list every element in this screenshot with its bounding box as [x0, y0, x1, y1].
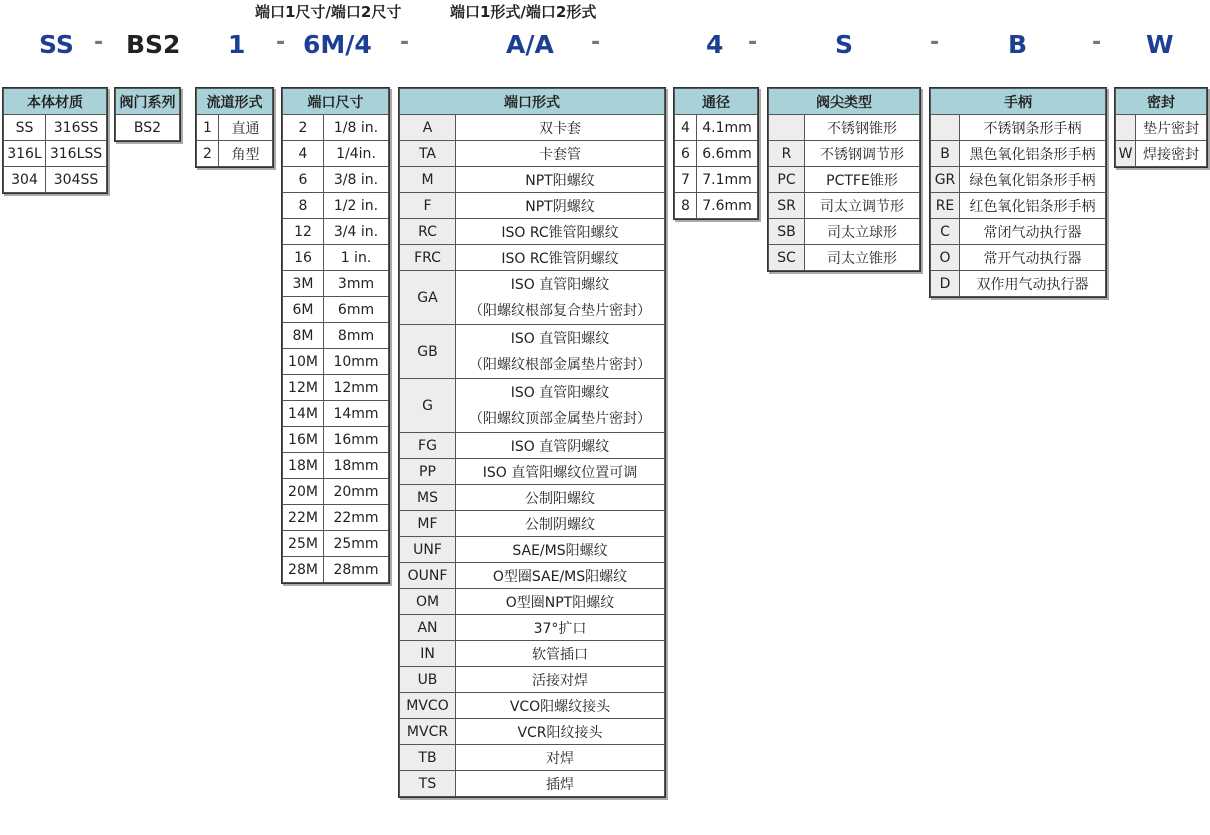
option-value-cell: 公制阳螺纹: [456, 485, 665, 511]
option-code-cell: PP: [400, 459, 456, 485]
option-value-cell: NPT阳螺纹: [456, 167, 665, 193]
option-row: [283, 271, 389, 297]
option-value-cell: 不锈钢锥形: [805, 115, 920, 141]
option-code-cell: R: [769, 141, 805, 167]
option-code-cell: 12M: [283, 375, 324, 401]
option-code-cell: [769, 115, 805, 141]
option-value-cell: 16mm: [324, 427, 389, 453]
option-value-cell: PCTFE锥形: [805, 167, 920, 193]
option-row: [400, 433, 665, 459]
option-code-cell: O: [931, 245, 960, 271]
option-code-cell: 4: [675, 115, 697, 141]
option-value-cell: 7.6mm: [697, 193, 758, 219]
option-value-cell: 3mm: [324, 271, 389, 297]
option-code-cell: UNF: [400, 537, 456, 563]
option-row: [931, 115, 1106, 141]
option-value-cell: 活接对焊: [456, 667, 665, 693]
option-row: [931, 271, 1106, 297]
option-value-cell: 28mm: [324, 557, 389, 583]
option-row: [4, 115, 107, 141]
option-row: [931, 141, 1106, 167]
option-value-line: ISO 直管阳螺纹: [510, 330, 610, 347]
option-code-cell: GA: [400, 271, 456, 325]
option-code-cell: MVCO: [400, 693, 456, 719]
option-code-cell: GB: [400, 325, 456, 379]
option-code-cell: 3M: [283, 271, 324, 297]
option-row: [400, 245, 665, 271]
option-code-cell: 8: [283, 193, 324, 219]
port-size-table-title: 端口尺寸: [283, 89, 389, 115]
option-row: [197, 115, 273, 141]
option-row: [675, 141, 758, 167]
option-code-cell: FG: [400, 433, 456, 459]
option-code-cell: AN: [400, 615, 456, 641]
option-row: [675, 115, 758, 141]
option-row: [675, 167, 758, 193]
option-code-cell: 304: [4, 167, 46, 193]
code-segment-handle: B: [1008, 30, 1028, 59]
option-row: [400, 459, 665, 485]
option-code-cell: SS: [4, 115, 46, 141]
option-value-cell: 公制阴螺纹: [456, 511, 665, 537]
option-row: [400, 485, 665, 511]
code-dash: -: [591, 30, 601, 55]
option-value-cell: 双作用气动执行器: [960, 271, 1106, 297]
option-code-cell: 10M: [283, 349, 324, 375]
flow-table: [195, 87, 274, 168]
option-row: [283, 297, 389, 323]
handle-table-title: 手柄: [931, 89, 1106, 115]
option-value-cell: NPT阴螺纹: [456, 193, 665, 219]
option-value-cell: 插焊: [456, 771, 665, 797]
option-code-cell: TA: [400, 141, 456, 167]
option-code-cell: M: [400, 167, 456, 193]
option-row: [400, 745, 665, 771]
option-value-cell: 双卡套: [456, 115, 665, 141]
option-value-cell: 1/2 in.: [324, 193, 389, 219]
option-row: [400, 141, 665, 167]
option-value-cell: ISO 直管阳螺纹位置可调: [456, 459, 665, 485]
option-value-cell: 司太立锥形: [805, 245, 920, 271]
option-value-cell: O型圈NPT阳螺纹: [456, 589, 665, 615]
option-value-cell: 焊接密封: [1136, 141, 1207, 167]
option-value-cell: 红色氧化铝条形手柄: [960, 193, 1106, 219]
series-table: [114, 87, 181, 142]
flow-table-title: 流道形式: [197, 89, 273, 115]
option-row: [400, 719, 665, 745]
option-value-cell: 绿色氧化铝条形手柄: [960, 167, 1106, 193]
option-value-cell: 7.1mm: [697, 167, 758, 193]
option-code-cell: PC: [769, 167, 805, 193]
option-row: [283, 427, 389, 453]
option-value-cell: VCR阳纹接头: [456, 719, 665, 745]
code-dash: -: [276, 30, 286, 55]
option-code-cell: FRC: [400, 245, 456, 271]
option-value-cell: 14mm: [324, 401, 389, 427]
option-code-cell: SB: [769, 219, 805, 245]
option-row: [283, 557, 389, 583]
option-code-cell: 20M: [283, 479, 324, 505]
option-row: [400, 589, 665, 615]
option-code-cell: TB: [400, 745, 456, 771]
option-row: [283, 141, 389, 167]
option-code-cell: 2: [283, 115, 324, 141]
stem-tip-table-title: 阀尖类型: [769, 89, 920, 115]
option-code-cell: SC: [769, 245, 805, 271]
option-value-cell: 3/8 in.: [324, 167, 389, 193]
option-value-cell: 6mm: [324, 297, 389, 323]
option-row: [769, 245, 920, 271]
code-segment-stem-tip: S: [835, 30, 854, 59]
option-row: [283, 479, 389, 505]
option-row: [283, 245, 389, 271]
option-row: [400, 193, 665, 219]
code-segment-flow: 1: [228, 30, 246, 59]
option-row: [400, 325, 665, 379]
option-code-cell: W: [1116, 141, 1136, 167]
option-value-cell: 12mm: [324, 375, 389, 401]
option-value-cell: [456, 271, 665, 325]
port-form-table: [398, 87, 666, 798]
option-code-cell: B: [931, 141, 960, 167]
option-row: [931, 245, 1106, 271]
option-row: [769, 193, 920, 219]
option-value-note: （阳螺纹根部复合垫片密封）: [469, 302, 651, 319]
option-value-note: （阳螺纹顶部金属垫片密封）: [469, 410, 651, 427]
option-row: [283, 401, 389, 427]
option-row: [400, 771, 665, 797]
option-code-cell: RC: [400, 219, 456, 245]
option-value-cell: [456, 379, 665, 433]
option-row: [283, 505, 389, 531]
code-segment-material: SS: [39, 30, 74, 59]
option-row: [283, 531, 389, 557]
code-dash: -: [1092, 30, 1102, 55]
option-code-cell: 316L: [4, 141, 46, 167]
option-value-cell: 25mm: [324, 531, 389, 557]
option-value-cell: 司太立调节形: [805, 193, 920, 219]
option-row: [1116, 115, 1207, 141]
option-value-cell: 角型: [219, 141, 273, 167]
material-table: [2, 87, 108, 194]
port-form-table-title: 端口形式: [400, 89, 665, 115]
option-row: [283, 453, 389, 479]
option-row: [400, 641, 665, 667]
option-code-cell: OM: [400, 589, 456, 615]
option-code-cell: 18M: [283, 453, 324, 479]
option-row: [283, 323, 389, 349]
option-value-cell: 不锈钢条形手柄: [960, 115, 1106, 141]
option-code-cell: 12: [283, 219, 324, 245]
option-code-cell: UB: [400, 667, 456, 693]
option-row: [4, 167, 107, 193]
option-code-cell: IN: [400, 641, 456, 667]
code-segment-orifice: 4: [706, 30, 724, 59]
port-form-header-title: 端口1形式/端口2形式: [450, 3, 597, 21]
option-row: [400, 537, 665, 563]
option-value-cell: ISO 直管阴螺纹: [456, 433, 665, 459]
option-value-cell: 1 in.: [324, 245, 389, 271]
option-value-cell: 黑色氧化铝条形手柄: [960, 141, 1106, 167]
option-value-cell: 垫片密封: [1136, 115, 1207, 141]
code-segment-seal: W: [1146, 30, 1174, 59]
port-size-table: [281, 87, 390, 584]
option-code-cell: 14M: [283, 401, 324, 427]
option-value-cell: 37°扩口: [456, 615, 665, 641]
option-row: [283, 167, 389, 193]
option-code-cell: 7: [675, 167, 697, 193]
option-code-cell: MS: [400, 485, 456, 511]
option-code-cell: 6M: [283, 297, 324, 323]
option-code-cell: 6: [675, 141, 697, 167]
option-code-cell: F: [400, 193, 456, 219]
option-row: [283, 115, 389, 141]
option-code-cell: 25M: [283, 531, 324, 557]
option-row: [400, 667, 665, 693]
stem-tip-table: [767, 87, 921, 272]
option-value-cell: 不锈钢调节形: [805, 141, 920, 167]
option-row: [400, 511, 665, 537]
option-row: [400, 219, 665, 245]
option-code-cell: MVCR: [400, 719, 456, 745]
option-value-cell: VCO阳螺纹接头: [456, 693, 665, 719]
option-value-cell: 1/8 in.: [324, 115, 389, 141]
option-row: [400, 115, 665, 141]
option-value-cell: 304SS: [46, 167, 107, 193]
option-row: [769, 141, 920, 167]
option-row: [400, 167, 665, 193]
option-row: [769, 115, 920, 141]
option-row: [675, 193, 758, 219]
option-code-cell: TS: [400, 771, 456, 797]
option-code-cell: 1: [197, 115, 219, 141]
option-code-cell: D: [931, 271, 960, 297]
option-row: [4, 141, 107, 167]
option-value-cell: 卡套管: [456, 141, 665, 167]
option-value-cell: 20mm: [324, 479, 389, 505]
option-row: [931, 193, 1106, 219]
option-code-cell: 4: [283, 141, 324, 167]
option-code-cell: C: [931, 219, 960, 245]
option-code-cell: MF: [400, 511, 456, 537]
material-table-title: 本体材质: [4, 89, 107, 115]
option-value-cell: 8mm: [324, 323, 389, 349]
code-dash: -: [748, 30, 758, 55]
option-code-cell: [931, 115, 960, 141]
option-row: [400, 563, 665, 589]
option-row: [197, 141, 273, 167]
option-value-cell: 1/4in.: [324, 141, 389, 167]
code-dash: -: [400, 30, 410, 55]
option-value-cell: ISO RC锥管阳螺纹: [456, 219, 665, 245]
option-value-cell: 10mm: [324, 349, 389, 375]
option-value-cell: O型圈SAE/MS阳螺纹: [456, 563, 665, 589]
orifice-table: [673, 87, 759, 220]
option-row: [769, 167, 920, 193]
option-value-cell: 常开气动执行器: [960, 245, 1106, 271]
option-value-line: ISO 直管阳螺纹: [510, 384, 610, 401]
option-value-cell: 3/4 in.: [324, 219, 389, 245]
option-value-cell: 常闭气动执行器: [960, 219, 1106, 245]
option-value-cell: 22mm: [324, 505, 389, 531]
option-code-cell: GR: [931, 167, 960, 193]
option-value-cell: 4.1mm: [697, 115, 758, 141]
seal-table-title: 密封: [1116, 89, 1207, 115]
option-value-cell: [456, 325, 665, 379]
option-code-cell: 28M: [283, 557, 324, 583]
option-code-cell: 8: [675, 193, 697, 219]
option-value-cell: 直通: [219, 115, 273, 141]
option-value-cell: ISO RC锥管阴螺纹: [456, 245, 665, 271]
option-value-cell: 316LSS: [46, 141, 107, 167]
option-code-cell: OUNF: [400, 563, 456, 589]
option-row: [283, 219, 389, 245]
code-segment-port-size: 6M/4: [303, 30, 372, 59]
option-code-cell: 22M: [283, 505, 324, 531]
option-value-cell: 6.6mm: [697, 141, 758, 167]
code-segment-series: BS2: [126, 30, 181, 59]
option-code-cell: 8M: [283, 323, 324, 349]
option-code-cell: SR: [769, 193, 805, 219]
handle-table: [929, 87, 1107, 298]
option-row: [931, 219, 1106, 245]
option-code-cell: 16M: [283, 427, 324, 453]
code-dash: -: [930, 30, 940, 55]
option-code-cell: 2: [197, 141, 219, 167]
option-row: [283, 193, 389, 219]
option-row: [283, 375, 389, 401]
option-code-cell: [1116, 115, 1136, 141]
option-row: [400, 693, 665, 719]
option-value-cell: 316SS: [46, 115, 107, 141]
seal-table: [1114, 87, 1208, 168]
series-cell: BS2: [116, 115, 180, 141]
option-code-cell: A: [400, 115, 456, 141]
option-value-line: ISO 直管阳螺纹: [510, 276, 610, 293]
option-value-cell: 对焊: [456, 745, 665, 771]
option-row: [769, 219, 920, 245]
option-code-cell: G: [400, 379, 456, 433]
option-row: [400, 615, 665, 641]
option-code-cell: RE: [931, 193, 960, 219]
option-value-cell: 软管插口: [456, 641, 665, 667]
option-code-cell: 6: [283, 167, 324, 193]
option-value-cell: 司太立球形: [805, 219, 920, 245]
option-row: [400, 379, 665, 433]
code-dash: -: [94, 30, 104, 55]
port-size-header-title: 端口1尺寸/端口2尺寸: [255, 3, 402, 21]
code-segment-port-form: A/A: [506, 30, 554, 59]
option-value-cell: SAE/MS阳螺纹: [456, 537, 665, 563]
option-row: [931, 167, 1106, 193]
option-value-cell: 18mm: [324, 453, 389, 479]
series-table-title: 阀门系列: [116, 89, 180, 115]
option-row: [1116, 141, 1207, 167]
option-row: [283, 349, 389, 375]
orifice-table-title: 通径: [675, 89, 758, 115]
option-row: [400, 271, 665, 325]
option-code-cell: 16: [283, 245, 324, 271]
option-value-note: （阳螺纹根部金属垫片密封）: [469, 356, 651, 373]
